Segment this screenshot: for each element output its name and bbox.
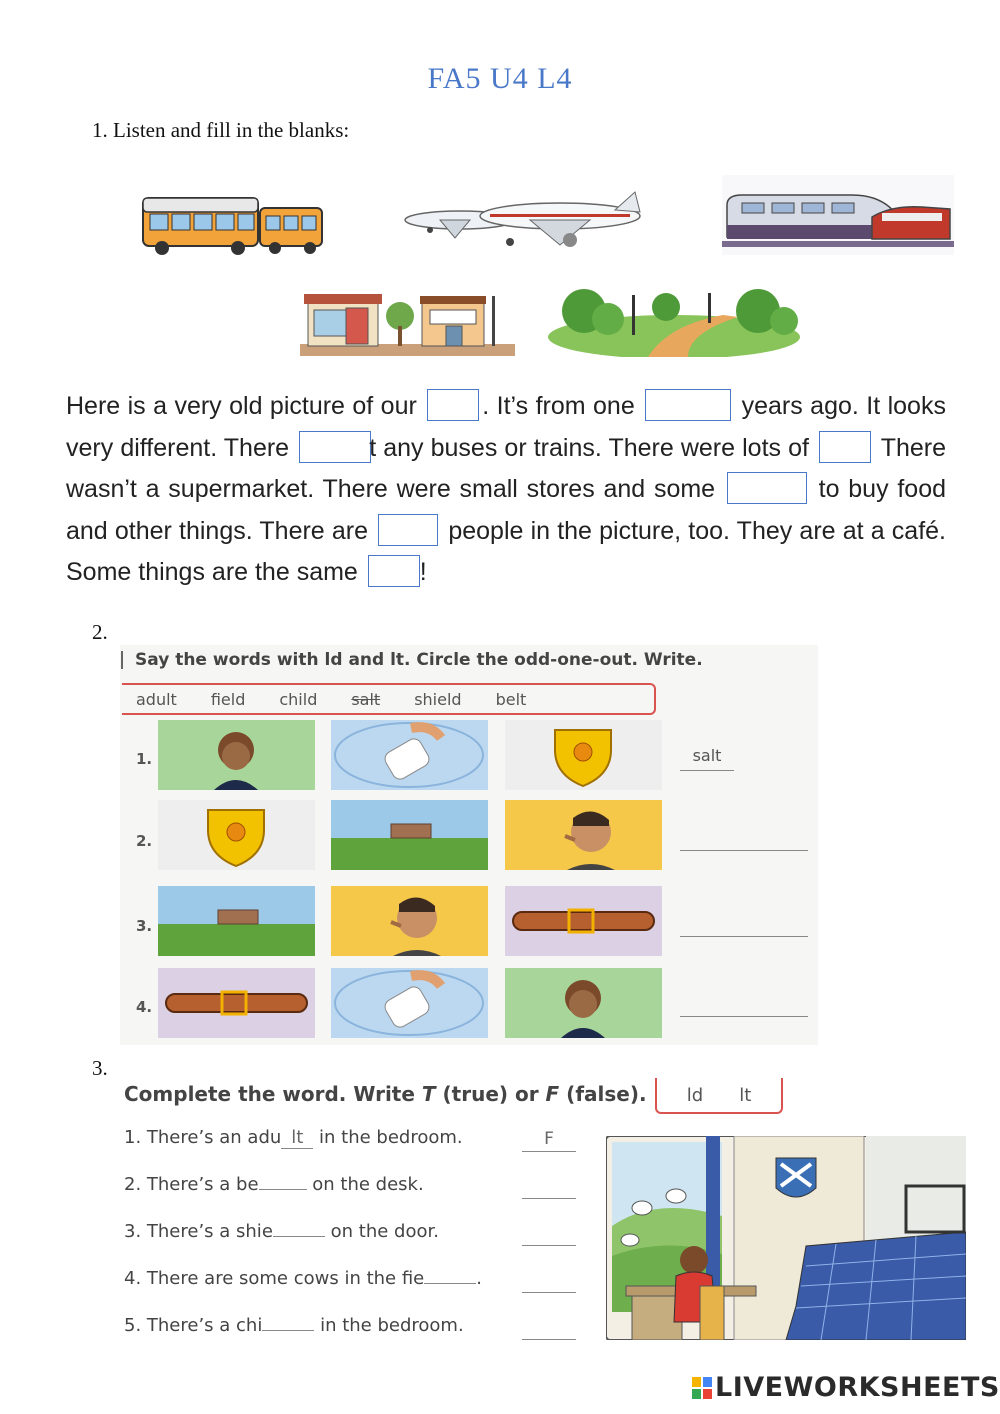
word: shield xyxy=(414,689,462,709)
sentence-text: 2. There’s a be xyxy=(124,1174,259,1195)
ex2-word-box xyxy=(122,683,656,715)
buses-illustration xyxy=(140,188,330,258)
story-text: people in the picture, too. They are at a café. Some things are the same xyxy=(66,516,946,586)
sentence-2 xyxy=(124,1174,424,1195)
heading-true: T xyxy=(421,1082,436,1106)
row-number: 1. xyxy=(136,750,153,768)
story-text: years ago. It looks very different. There xyxy=(66,392,946,462)
story-text: t any buses or trains. There were lots of xyxy=(369,433,809,462)
word: child xyxy=(279,689,318,709)
sentence-text: 3. There’s a shie xyxy=(124,1221,273,1242)
sentence-text: on the door. xyxy=(324,1221,439,1242)
adult-picture[interactable] xyxy=(505,800,662,870)
ex3-number: 3. xyxy=(92,1056,108,1080)
blank-7[interactable] xyxy=(368,555,420,587)
true-false-answer-2[interactable] xyxy=(522,1176,576,1199)
word-gap-3[interactable] xyxy=(273,1236,325,1237)
word-gap-4[interactable] xyxy=(424,1283,476,1284)
child-picture[interactable] xyxy=(505,968,662,1038)
ex2-marker xyxy=(121,651,123,669)
story-text: Here is a very old picture of our xyxy=(66,392,417,420)
ex1-instruction: 1. Listen and fill in the blanks: xyxy=(92,118,350,142)
sentence-text: 5. There’s a chi xyxy=(124,1315,263,1336)
word: field xyxy=(210,689,246,709)
salt-picture[interactable] xyxy=(331,720,488,790)
answer-line-4[interactable] xyxy=(680,992,808,1017)
heading-false: F xyxy=(545,1082,560,1106)
logo-text: LIVEWORKSHEETS xyxy=(715,1372,1000,1403)
blank-6[interactable] xyxy=(378,514,438,546)
answer-line-1[interactable]: salt xyxy=(680,746,734,771)
story-text: . It’s from one xyxy=(482,392,635,420)
trains-illustration xyxy=(722,175,954,255)
sentence-5 xyxy=(124,1315,464,1336)
answer-line-2[interactable] xyxy=(680,826,808,851)
true-false-answer-4[interactable] xyxy=(522,1270,576,1293)
sentence-4 xyxy=(124,1268,482,1289)
story-paragraph xyxy=(66,386,946,594)
word-crossed: salt xyxy=(351,689,381,709)
blank-3[interactable] xyxy=(299,431,371,463)
story-text: ! xyxy=(419,558,427,586)
sentence-text: on the desk. xyxy=(306,1174,424,1195)
field-picture[interactable] xyxy=(158,886,315,956)
shield-picture[interactable] xyxy=(158,800,315,870)
ex2-number: 2. xyxy=(92,620,108,644)
belt-picture[interactable] xyxy=(158,968,315,1038)
sentence-text: 4. There are some cows in the fie xyxy=(124,1268,425,1289)
story-text: to buy food and other things. There are xyxy=(66,475,947,545)
blank-2[interactable] xyxy=(645,389,731,421)
heading-text: (true) or xyxy=(435,1082,546,1106)
blank-4[interactable] xyxy=(819,431,871,463)
shield-picture[interactable] xyxy=(505,720,662,790)
sentence-3 xyxy=(124,1221,439,1242)
blank-5[interactable] xyxy=(727,472,807,504)
liveworksheets-logo xyxy=(692,1372,1000,1403)
heading-text: Complete the word. Write xyxy=(124,1082,422,1106)
word-gap-2[interactable] xyxy=(259,1189,307,1190)
true-false-answer-5[interactable] xyxy=(522,1317,576,1340)
ex2-heading: Say the words with ld and lt. Circle the odd-one-out. Write. xyxy=(135,650,703,670)
adult-picture[interactable] xyxy=(331,886,488,956)
logo-icon xyxy=(692,1377,712,1399)
shops-illustration xyxy=(300,286,515,356)
row-number: 2. xyxy=(136,832,153,850)
bedroom-illustration xyxy=(606,1136,966,1340)
page-title: FA5 U4 L4 xyxy=(427,62,573,95)
airplanes-illustration xyxy=(400,190,650,255)
sentence-text: 1. There’s an adu xyxy=(124,1127,282,1148)
sentence-1 xyxy=(124,1127,463,1149)
child-picture[interactable] xyxy=(158,720,315,790)
word-gap-5[interactable] xyxy=(262,1330,314,1331)
story-text: There wasn’t a supermarket. There were small stores and some xyxy=(66,433,946,503)
salt-picture[interactable] xyxy=(331,968,488,1038)
word: belt xyxy=(495,689,527,709)
true-false-answer-1[interactable]: F xyxy=(522,1129,576,1152)
belt-picture[interactable] xyxy=(505,886,662,956)
field-picture[interactable] xyxy=(331,800,488,870)
blank-1[interactable] xyxy=(427,389,479,421)
sentence-text: . xyxy=(476,1268,482,1289)
option-lt: lt xyxy=(739,1084,752,1106)
row-number: 3. xyxy=(136,917,153,935)
answer-line-3[interactable] xyxy=(680,912,808,937)
row-number: 4. xyxy=(136,998,153,1016)
heading-text: (false). xyxy=(559,1082,647,1106)
word: adult xyxy=(136,689,177,709)
park-illustration xyxy=(548,285,800,357)
ex3-heading xyxy=(124,1082,647,1106)
sentence-text: in the bedroom. xyxy=(314,1315,464,1336)
true-false-answer-3[interactable] xyxy=(522,1223,576,1246)
option-ld: ld xyxy=(686,1084,704,1106)
sentence-text: in the bedroom. xyxy=(313,1127,463,1148)
word-gap-1[interactable]: lt xyxy=(281,1127,313,1149)
ex3-options-box xyxy=(655,1078,783,1114)
